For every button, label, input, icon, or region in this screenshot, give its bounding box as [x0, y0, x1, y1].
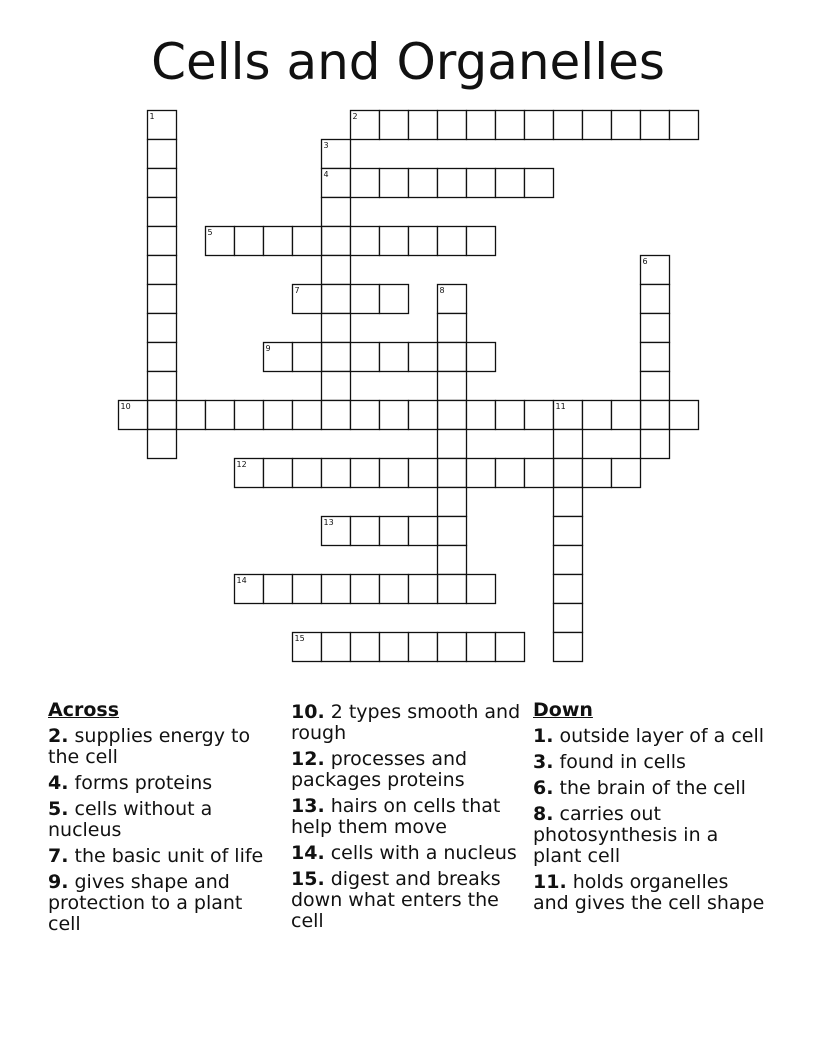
- clue-across-15: [291, 869, 523, 932]
- grid-cell[interactable]: [148, 430, 177, 459]
- grid-cell[interactable]: [467, 343, 496, 372]
- grid-cell[interactable]: [583, 401, 612, 430]
- cell-number: 9: [265, 344, 271, 353]
- grid-cell[interactable]: [322, 401, 351, 430]
- grid-cell[interactable]: [612, 401, 641, 430]
- grid-cell[interactable]: [148, 372, 177, 401]
- clue-number: 6.: [533, 777, 554, 799]
- grid-cell[interactable]: [351, 517, 380, 546]
- grid-cell[interactable]: [380, 227, 409, 256]
- cell-number: 3: [323, 141, 329, 150]
- clue-text: processes and packages proteins: [291, 748, 468, 791]
- clue-text: forms proteins: [74, 772, 213, 794]
- clue-number: 13.: [291, 795, 325, 817]
- grid-cell[interactable]: [554, 488, 583, 517]
- grid-cell[interactable]: [409, 401, 438, 430]
- clue-across-9: [48, 872, 280, 935]
- grid-cell[interactable]: [438, 314, 467, 343]
- clue-text: gives shape and protection to a plant cell: [48, 871, 243, 935]
- cell-number: 14: [236, 576, 247, 585]
- clue-number: 12.: [291, 748, 325, 770]
- clue-text: digest and breaks down what enters the cell: [291, 868, 501, 932]
- grid-cell[interactable]: [554, 517, 583, 546]
- grid-cell[interactable]: [554, 604, 583, 633]
- clue-text: holds organelles and gives the cell shape: [533, 871, 765, 914]
- grid-cell[interactable]: [467, 575, 496, 604]
- clue-number: 15.: [291, 868, 325, 890]
- grid-cell[interactable]: [438, 546, 467, 575]
- grid-cell[interactable]: [380, 111, 409, 140]
- grid-cell[interactable]: [641, 401, 670, 430]
- grid-cell[interactable]: [322, 343, 351, 372]
- grid-cell[interactable]: [322, 459, 351, 488]
- clue-number: 4.: [48, 772, 69, 794]
- grid-cell[interactable]: [148, 227, 177, 256]
- clue-across-7: [48, 846, 280, 867]
- grid-cell[interactable]: [293, 401, 322, 430]
- grid-cell[interactable]: [438, 575, 467, 604]
- grid-cell[interactable]: [554, 459, 583, 488]
- grid-cell[interactable]: [322, 198, 351, 227]
- clue-down-3: [533, 752, 765, 773]
- grid-cell[interactable]: [148, 401, 177, 430]
- clue-down-1: [533, 726, 765, 747]
- grid-cell[interactable]: [351, 227, 380, 256]
- clue-text: 2 types smooth and rough: [291, 701, 521, 744]
- clue-number: 5.: [48, 798, 69, 820]
- grid-cell[interactable]: [380, 633, 409, 662]
- clue-text: the brain of the cell: [559, 777, 746, 799]
- down-clues-column: [533, 700, 765, 919]
- grid-cell[interactable]: [525, 111, 554, 140]
- grid-cell[interactable]: [235, 401, 264, 430]
- clue-across-12: [291, 749, 523, 791]
- grid-cell[interactable]: [641, 372, 670, 401]
- grid-cell[interactable]: [554, 575, 583, 604]
- clue-text: the basic unit of life: [74, 845, 264, 867]
- grid-cell[interactable]: [641, 430, 670, 459]
- grid-cell[interactable]: [351, 343, 380, 372]
- grid-cell[interactable]: [438, 430, 467, 459]
- clue-number: 8.: [533, 803, 554, 825]
- cell-number: 10: [120, 402, 131, 411]
- grid-cell[interactable]: [293, 227, 322, 256]
- clue-number: 1.: [533, 725, 554, 747]
- cell-number: 1: [149, 112, 155, 121]
- grid-cell[interactable]: [467, 633, 496, 662]
- cell-number: 15: [294, 634, 305, 643]
- grid-cell[interactable]: [351, 633, 380, 662]
- grid-cell[interactable]: [351, 401, 380, 430]
- grid-cell[interactable]: [351, 169, 380, 198]
- cell-number: 5: [207, 228, 213, 237]
- clue-text: found in cells: [559, 751, 686, 773]
- grid-cell[interactable]: [525, 459, 554, 488]
- clue-across-10: [291, 702, 523, 744]
- clue-text: hairs on cells that help them move: [291, 795, 501, 838]
- grid-cell[interactable]: [467, 227, 496, 256]
- grid-cell[interactable]: [409, 343, 438, 372]
- down-heading: Down: [533, 699, 593, 721]
- grid-cell[interactable]: [438, 227, 467, 256]
- clue-number: 9.: [48, 871, 69, 893]
- grid-cell[interactable]: [322, 314, 351, 343]
- grid-cell[interactable]: [264, 575, 293, 604]
- grid-cell[interactable]: [409, 459, 438, 488]
- grid-cell[interactable]: [641, 285, 670, 314]
- grid-cell[interactable]: [554, 633, 583, 662]
- grid-cell[interactable]: [496, 459, 525, 488]
- grid-cell[interactable]: [496, 111, 525, 140]
- grid-cell[interactable]: [641, 111, 670, 140]
- grid-cell[interactable]: [438, 401, 467, 430]
- grid-cell[interactable]: [641, 343, 670, 372]
- grid-cell[interactable]: [583, 111, 612, 140]
- grid-cell[interactable]: [322, 372, 351, 401]
- grid-cell[interactable]: [148, 169, 177, 198]
- grid-cell[interactable]: [554, 546, 583, 575]
- grid-cell[interactable]: [438, 488, 467, 517]
- grid-cell[interactable]: [409, 227, 438, 256]
- clue-text: carries out photosynthesis in a plant cell: [533, 803, 719, 867]
- cell-number: 7: [294, 286, 300, 295]
- clue-number: 10.: [291, 701, 325, 723]
- grid-cell[interactable]: [148, 343, 177, 372]
- clue-across-2: [48, 726, 280, 768]
- grid-cell[interactable]: [351, 285, 380, 314]
- grid-cell[interactable]: [148, 285, 177, 314]
- clue-down-6: [533, 778, 765, 799]
- grid-cell[interactable]: [380, 285, 409, 314]
- grid-cell[interactable]: [322, 285, 351, 314]
- grid-cell[interactable]: [438, 517, 467, 546]
- grid-cell[interactable]: [322, 256, 351, 285]
- across-clues-column-1: [48, 700, 280, 940]
- grid-cell[interactable]: [148, 140, 177, 169]
- grid-cell[interactable]: [148, 256, 177, 285]
- grid-cell[interactable]: [148, 198, 177, 227]
- clue-text: cells with a nucleus: [330, 842, 517, 864]
- grid-cell[interactable]: [438, 372, 467, 401]
- cell-number: 4: [323, 170, 329, 179]
- grid-cell[interactable]: [409, 575, 438, 604]
- clue-down-8: [533, 804, 765, 867]
- grid-cell[interactable]: [583, 459, 612, 488]
- cell-number: 6: [642, 257, 648, 266]
- grid-cell[interactable]: [235, 227, 264, 256]
- clue-text: supplies energy to the cell: [48, 725, 251, 768]
- grid-cell[interactable]: [496, 633, 525, 662]
- clue-number: 2.: [48, 725, 69, 747]
- grid-cell[interactable]: [670, 111, 699, 140]
- grid-cell[interactable]: [554, 430, 583, 459]
- clue-down-11: [533, 872, 765, 914]
- grid-cell[interactable]: [612, 111, 641, 140]
- grid-cell[interactable]: [380, 401, 409, 430]
- cell-number: 2: [352, 112, 358, 121]
- clue-across-4: [48, 773, 280, 794]
- grid-cell[interactable]: [554, 111, 583, 140]
- clue-number: 3.: [533, 751, 554, 773]
- grid-cell[interactable]: [293, 575, 322, 604]
- cell-number: 13: [323, 518, 334, 527]
- grid-cell[interactable]: [641, 314, 670, 343]
- grid-cell[interactable]: [496, 169, 525, 198]
- grid-cell[interactable]: [380, 169, 409, 198]
- clue-number: 11.: [533, 871, 567, 893]
- grid-cell[interactable]: [525, 401, 554, 430]
- cell-number: 12: [236, 460, 247, 469]
- clue-number: 14.: [291, 842, 325, 864]
- across-clues-column-2: [291, 702, 523, 937]
- grid-cell[interactable]: [351, 575, 380, 604]
- grid-cell[interactable]: [409, 517, 438, 546]
- grid-cell[interactable]: [496, 401, 525, 430]
- grid-cell[interactable]: [322, 227, 351, 256]
- grid-cell[interactable]: [380, 517, 409, 546]
- grid-cell[interactable]: [438, 169, 467, 198]
- grid-cell[interactable]: [438, 633, 467, 662]
- grid-cell[interactable]: [322, 575, 351, 604]
- grid-cell[interactable]: [264, 459, 293, 488]
- cell-number: 8: [439, 286, 445, 295]
- cell-number: 11: [555, 402, 566, 411]
- grid-cell[interactable]: [177, 401, 206, 430]
- clue-across-5: [48, 799, 280, 841]
- grid-cell[interactable]: [293, 459, 322, 488]
- across-heading: Across: [48, 699, 120, 721]
- grid-cell[interactable]: [525, 169, 554, 198]
- grid-cell[interactable]: [206, 401, 235, 430]
- grid-cell[interactable]: [438, 343, 467, 372]
- clue-across-14: [291, 843, 523, 864]
- grid-cell[interactable]: [264, 227, 293, 256]
- grid-cell[interactable]: [612, 459, 641, 488]
- grid-cell[interactable]: [467, 111, 496, 140]
- grid-cell[interactable]: [380, 459, 409, 488]
- grid-cell[interactable]: [322, 633, 351, 662]
- grid-cell[interactable]: [351, 459, 380, 488]
- clue-text: outside layer of a cell: [559, 725, 765, 747]
- puzzle-title: Cells and Organelles: [151, 33, 665, 91]
- clue-across-13: [291, 796, 523, 838]
- grid-cell[interactable]: [409, 633, 438, 662]
- grid-cell[interactable]: [264, 401, 293, 430]
- grid-cell[interactable]: [380, 575, 409, 604]
- grid-cell[interactable]: [409, 169, 438, 198]
- grid-cell[interactable]: [438, 111, 467, 140]
- grid-cell[interactable]: [293, 343, 322, 372]
- grid-cell[interactable]: [467, 169, 496, 198]
- grid-cell[interactable]: [438, 459, 467, 488]
- grid-cell[interactable]: [467, 459, 496, 488]
- clue-text: cells without a nucleus: [48, 798, 213, 841]
- grid-cell[interactable]: [670, 401, 699, 430]
- grid-cell[interactable]: [148, 314, 177, 343]
- grid-cell[interactable]: [380, 343, 409, 372]
- clue-number: 7.: [48, 845, 69, 867]
- grid-cell[interactable]: [409, 111, 438, 140]
- grid-cell[interactable]: [467, 401, 496, 430]
